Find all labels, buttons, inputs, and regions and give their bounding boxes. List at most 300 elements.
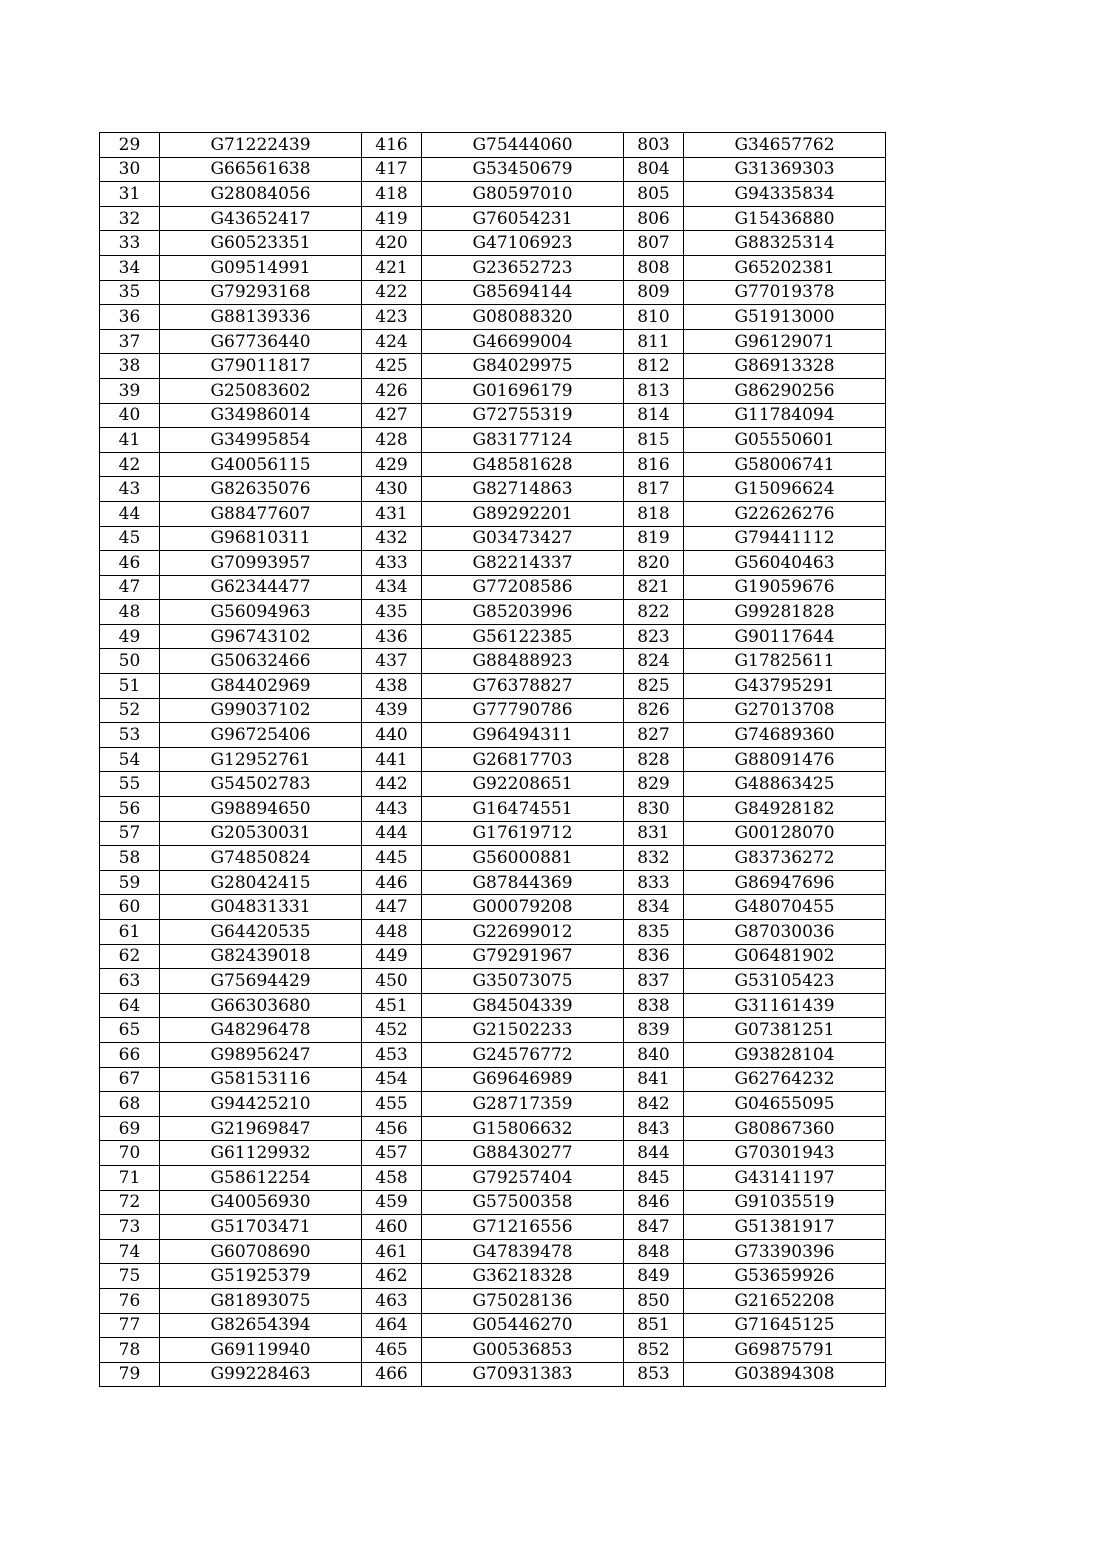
code-cell: G58006741 bbox=[684, 452, 886, 477]
code-cell: G34986014 bbox=[160, 403, 362, 428]
code-cell: G04831331 bbox=[160, 895, 362, 920]
code-cell: G96725406 bbox=[160, 723, 362, 748]
code-cell: G65202381 bbox=[684, 255, 886, 280]
row-number-cell: 454 bbox=[362, 1067, 422, 1092]
code-cell: G82214337 bbox=[422, 551, 624, 576]
row-number-cell: 829 bbox=[624, 772, 684, 797]
row-number-cell: 809 bbox=[624, 280, 684, 305]
row-number-cell: 73 bbox=[100, 1215, 160, 1240]
row-number-cell: 835 bbox=[624, 920, 684, 945]
row-number-cell: 34 bbox=[100, 255, 160, 280]
row-number-cell: 813 bbox=[624, 378, 684, 403]
row-number-cell: 831 bbox=[624, 821, 684, 846]
code-cell: G43795291 bbox=[684, 674, 886, 699]
code-cell: G82654394 bbox=[160, 1313, 362, 1338]
code-cell: G21969847 bbox=[160, 1116, 362, 1141]
code-cell: G71216556 bbox=[422, 1215, 624, 1240]
row-number-cell: 823 bbox=[624, 624, 684, 649]
row-number-cell: 423 bbox=[362, 305, 422, 330]
code-cell: G51925379 bbox=[160, 1264, 362, 1289]
row-number-cell: 33 bbox=[100, 231, 160, 256]
table-body bbox=[100, 133, 886, 1387]
code-cell: G85694144 bbox=[422, 280, 624, 305]
row-number-cell: 815 bbox=[624, 428, 684, 453]
code-cell: G31161439 bbox=[684, 993, 886, 1018]
row-number-cell: 811 bbox=[624, 329, 684, 354]
row-number-cell: 32 bbox=[100, 206, 160, 231]
row-number-cell: 420 bbox=[362, 231, 422, 256]
code-cell: G89292201 bbox=[422, 501, 624, 526]
code-cell: G21652208 bbox=[684, 1288, 886, 1313]
row-number-cell: 834 bbox=[624, 895, 684, 920]
table-row bbox=[100, 428, 886, 453]
row-number-cell: 51 bbox=[100, 674, 160, 699]
code-cell: G56000881 bbox=[422, 846, 624, 871]
code-cell: G98894650 bbox=[160, 797, 362, 822]
code-cell: G84928182 bbox=[684, 797, 886, 822]
table-row bbox=[100, 280, 886, 305]
row-number-cell: 74 bbox=[100, 1239, 160, 1264]
row-number-cell: 446 bbox=[362, 870, 422, 895]
table-row bbox=[100, 501, 886, 526]
row-number-cell: 416 bbox=[362, 133, 422, 158]
row-number-cell: 422 bbox=[362, 280, 422, 305]
table-row bbox=[100, 1018, 886, 1043]
row-number-cell: 818 bbox=[624, 501, 684, 526]
table-row bbox=[100, 231, 886, 256]
code-cell: G99228463 bbox=[160, 1362, 362, 1387]
code-cell: G64420535 bbox=[160, 920, 362, 945]
code-cell: G19059676 bbox=[684, 575, 886, 600]
code-cell: G15436880 bbox=[684, 206, 886, 231]
code-cell: G91035519 bbox=[684, 1190, 886, 1215]
row-number-cell: 46 bbox=[100, 551, 160, 576]
row-number-cell: 67 bbox=[100, 1067, 160, 1092]
table-row bbox=[100, 698, 886, 723]
code-cell: G77019378 bbox=[684, 280, 886, 305]
row-number-cell: 58 bbox=[100, 846, 160, 871]
row-number-cell: 841 bbox=[624, 1067, 684, 1092]
code-cell: G20530031 bbox=[160, 821, 362, 846]
row-number-cell: 843 bbox=[624, 1116, 684, 1141]
code-cell: G74850824 bbox=[160, 846, 362, 871]
row-number-cell: 836 bbox=[624, 944, 684, 969]
code-cell: G53450679 bbox=[422, 157, 624, 182]
code-cell: G83177124 bbox=[422, 428, 624, 453]
row-number-cell: 464 bbox=[362, 1313, 422, 1338]
code-cell: G90117644 bbox=[684, 624, 886, 649]
row-number-cell: 75 bbox=[100, 1264, 160, 1289]
code-cell: G12952761 bbox=[160, 747, 362, 772]
code-cell: G22699012 bbox=[422, 920, 624, 945]
row-number-cell: 845 bbox=[624, 1165, 684, 1190]
row-number-cell: 447 bbox=[362, 895, 422, 920]
row-number-cell: 39 bbox=[100, 378, 160, 403]
code-cell: G69119940 bbox=[160, 1338, 362, 1363]
code-cell: G17619712 bbox=[422, 821, 624, 846]
code-cell: G70931383 bbox=[422, 1362, 624, 1387]
row-number-cell: 417 bbox=[362, 157, 422, 182]
row-number-cell: 457 bbox=[362, 1141, 422, 1166]
code-cell: G86913328 bbox=[684, 354, 886, 379]
row-number-cell: 830 bbox=[624, 797, 684, 822]
code-cell: G35073075 bbox=[422, 969, 624, 994]
row-number-cell: 41 bbox=[100, 428, 160, 453]
table-row bbox=[100, 747, 886, 772]
row-number-cell: 803 bbox=[624, 133, 684, 158]
code-cell: G86947696 bbox=[684, 870, 886, 895]
row-number-cell: 418 bbox=[362, 182, 422, 207]
row-number-cell: 458 bbox=[362, 1165, 422, 1190]
code-cell: G21502233 bbox=[422, 1018, 624, 1043]
row-number-cell: 456 bbox=[362, 1116, 422, 1141]
code-cell: G82635076 bbox=[160, 477, 362, 502]
row-number-cell: 840 bbox=[624, 1042, 684, 1067]
code-cell: G75444060 bbox=[422, 133, 624, 158]
code-cell: G51913000 bbox=[684, 305, 886, 330]
code-cell: G28084056 bbox=[160, 182, 362, 207]
table-row bbox=[100, 157, 886, 182]
code-cell: G05446270 bbox=[422, 1313, 624, 1338]
code-cell: G54502783 bbox=[160, 772, 362, 797]
row-number-cell: 69 bbox=[100, 1116, 160, 1141]
row-number-cell: 848 bbox=[624, 1239, 684, 1264]
row-number-cell: 440 bbox=[362, 723, 422, 748]
row-number-cell: 78 bbox=[100, 1338, 160, 1363]
row-number-cell: 44 bbox=[100, 501, 160, 526]
row-number-cell: 52 bbox=[100, 698, 160, 723]
code-cell: G05550601 bbox=[684, 428, 886, 453]
code-cell: G88091476 bbox=[684, 747, 886, 772]
code-cell: G70301943 bbox=[684, 1141, 886, 1166]
code-cell: G09514991 bbox=[160, 255, 362, 280]
code-cell: G58612254 bbox=[160, 1165, 362, 1190]
code-cell: G84504339 bbox=[422, 993, 624, 1018]
row-number-cell: 821 bbox=[624, 575, 684, 600]
code-cell: G56094963 bbox=[160, 600, 362, 625]
row-number-cell: 460 bbox=[362, 1215, 422, 1240]
row-number-cell: 436 bbox=[362, 624, 422, 649]
row-number-cell: 455 bbox=[362, 1092, 422, 1117]
code-cell: G15806632 bbox=[422, 1116, 624, 1141]
code-cell: G17825611 bbox=[684, 649, 886, 674]
code-cell: G22626276 bbox=[684, 501, 886, 526]
code-cell: G83736272 bbox=[684, 846, 886, 871]
row-number-cell: 820 bbox=[624, 551, 684, 576]
row-number-cell: 433 bbox=[362, 551, 422, 576]
row-number-cell: 437 bbox=[362, 649, 422, 674]
table-row bbox=[100, 305, 886, 330]
code-cell: G69646989 bbox=[422, 1067, 624, 1092]
code-cell: G48581628 bbox=[422, 452, 624, 477]
row-number-cell: 463 bbox=[362, 1288, 422, 1313]
table-row bbox=[100, 477, 886, 502]
code-cell: G87844369 bbox=[422, 870, 624, 895]
table-row bbox=[100, 969, 886, 994]
row-number-cell: 822 bbox=[624, 600, 684, 625]
table-row bbox=[100, 575, 886, 600]
code-cell: G01696179 bbox=[422, 378, 624, 403]
row-number-cell: 65 bbox=[100, 1018, 160, 1043]
code-cell: G79293168 bbox=[160, 280, 362, 305]
code-cell: G79441112 bbox=[684, 526, 886, 551]
code-cell: G04655095 bbox=[684, 1092, 886, 1117]
code-cell: G70993957 bbox=[160, 551, 362, 576]
code-cell: G84402969 bbox=[160, 674, 362, 699]
row-number-cell: 43 bbox=[100, 477, 160, 502]
code-cell: G71222439 bbox=[160, 133, 362, 158]
row-number-cell: 56 bbox=[100, 797, 160, 822]
row-number-cell: 808 bbox=[624, 255, 684, 280]
table-row bbox=[100, 133, 886, 158]
row-number-cell: 430 bbox=[362, 477, 422, 502]
row-number-cell: 805 bbox=[624, 182, 684, 207]
code-cell: G47839478 bbox=[422, 1239, 624, 1264]
row-number-cell: 427 bbox=[362, 403, 422, 428]
row-number-cell: 68 bbox=[100, 1092, 160, 1117]
row-number-cell: 844 bbox=[624, 1141, 684, 1166]
row-number-cell: 62 bbox=[100, 944, 160, 969]
row-number-cell: 61 bbox=[100, 920, 160, 945]
code-cell: G75028136 bbox=[422, 1288, 624, 1313]
row-number-cell: 419 bbox=[362, 206, 422, 231]
row-number-cell: 77 bbox=[100, 1313, 160, 1338]
code-cell: G98956247 bbox=[160, 1042, 362, 1067]
code-cell: G86290256 bbox=[684, 378, 886, 403]
row-number-cell: 852 bbox=[624, 1338, 684, 1363]
row-number-cell: 70 bbox=[100, 1141, 160, 1166]
code-cell: G57500358 bbox=[422, 1190, 624, 1215]
table-row bbox=[100, 993, 886, 1018]
code-cell: G51703471 bbox=[160, 1215, 362, 1240]
code-cell: G99281828 bbox=[684, 600, 886, 625]
row-number-cell: 64 bbox=[100, 993, 160, 1018]
row-number-cell: 465 bbox=[362, 1338, 422, 1363]
table-row bbox=[100, 182, 886, 207]
row-number-cell: 804 bbox=[624, 157, 684, 182]
table-row bbox=[100, 452, 886, 477]
table-row bbox=[100, 944, 886, 969]
code-cell: G69875791 bbox=[684, 1338, 886, 1363]
row-number-cell: 833 bbox=[624, 870, 684, 895]
code-cell: G79257404 bbox=[422, 1165, 624, 1190]
row-number-cell: 421 bbox=[362, 255, 422, 280]
row-number-cell: 45 bbox=[100, 526, 160, 551]
row-number-cell: 48 bbox=[100, 600, 160, 625]
code-cell: G25083602 bbox=[160, 378, 362, 403]
table-row bbox=[100, 674, 886, 699]
row-number-cell: 441 bbox=[362, 747, 422, 772]
code-cell: G84029975 bbox=[422, 354, 624, 379]
table-row bbox=[100, 723, 886, 748]
code-cell: G87030036 bbox=[684, 920, 886, 945]
row-number-cell: 36 bbox=[100, 305, 160, 330]
code-cell: G34657762 bbox=[684, 133, 886, 158]
table-row bbox=[100, 1313, 886, 1338]
code-cell: G58153116 bbox=[160, 1067, 362, 1092]
code-list-table bbox=[99, 132, 886, 1387]
code-cell: G74689360 bbox=[684, 723, 886, 748]
code-cell: G77208586 bbox=[422, 575, 624, 600]
code-cell: G76378827 bbox=[422, 674, 624, 699]
row-number-cell: 429 bbox=[362, 452, 422, 477]
code-cell: G93828104 bbox=[684, 1042, 886, 1067]
code-cell: G40056115 bbox=[160, 452, 362, 477]
code-cell: G88325314 bbox=[684, 231, 886, 256]
code-cell: G43141197 bbox=[684, 1165, 886, 1190]
row-number-cell: 816 bbox=[624, 452, 684, 477]
code-cell: G60523351 bbox=[160, 231, 362, 256]
row-number-cell: 810 bbox=[624, 305, 684, 330]
row-number-cell: 838 bbox=[624, 993, 684, 1018]
code-cell: G88477607 bbox=[160, 501, 362, 526]
row-number-cell: 832 bbox=[624, 846, 684, 871]
code-cell: G67736440 bbox=[160, 329, 362, 354]
row-number-cell: 445 bbox=[362, 846, 422, 871]
row-number-cell: 827 bbox=[624, 723, 684, 748]
row-number-cell: 442 bbox=[362, 772, 422, 797]
code-cell: G36218328 bbox=[422, 1264, 624, 1289]
row-number-cell: 426 bbox=[362, 378, 422, 403]
row-number-cell: 849 bbox=[624, 1264, 684, 1289]
row-number-cell: 837 bbox=[624, 969, 684, 994]
row-number-cell: 850 bbox=[624, 1288, 684, 1313]
row-number-cell: 47 bbox=[100, 575, 160, 600]
code-cell: G62344477 bbox=[160, 575, 362, 600]
code-cell: G23652723 bbox=[422, 255, 624, 280]
row-number-cell: 825 bbox=[624, 674, 684, 699]
row-number-cell: 31 bbox=[100, 182, 160, 207]
code-cell: G62764232 bbox=[684, 1067, 886, 1092]
row-number-cell: 42 bbox=[100, 452, 160, 477]
table-row bbox=[100, 1215, 886, 1240]
code-cell: G48070455 bbox=[684, 895, 886, 920]
table-row bbox=[100, 1165, 886, 1190]
row-number-cell: 53 bbox=[100, 723, 160, 748]
code-cell: G96810311 bbox=[160, 526, 362, 551]
row-number-cell: 448 bbox=[362, 920, 422, 945]
code-cell: G53659926 bbox=[684, 1264, 886, 1289]
code-cell: G71645125 bbox=[684, 1313, 886, 1338]
code-cell: G43652417 bbox=[160, 206, 362, 231]
code-cell: G48296478 bbox=[160, 1018, 362, 1043]
code-cell: G73390396 bbox=[684, 1239, 886, 1264]
code-cell: G00079208 bbox=[422, 895, 624, 920]
code-cell: G99037102 bbox=[160, 698, 362, 723]
code-cell: G53105423 bbox=[684, 969, 886, 994]
row-number-cell: 462 bbox=[362, 1264, 422, 1289]
code-cell: G06481902 bbox=[684, 944, 886, 969]
table-row bbox=[100, 403, 886, 428]
row-number-cell: 425 bbox=[362, 354, 422, 379]
code-cell: G48863425 bbox=[684, 772, 886, 797]
row-number-cell: 66 bbox=[100, 1042, 160, 1067]
code-cell: G03894308 bbox=[684, 1362, 886, 1387]
row-number-cell: 839 bbox=[624, 1018, 684, 1043]
table-row bbox=[100, 329, 886, 354]
code-cell: G85203996 bbox=[422, 600, 624, 625]
code-cell: G28042415 bbox=[160, 870, 362, 895]
row-number-cell: 428 bbox=[362, 428, 422, 453]
row-number-cell: 812 bbox=[624, 354, 684, 379]
code-cell: G26817703 bbox=[422, 747, 624, 772]
table-row bbox=[100, 797, 886, 822]
table-row bbox=[100, 1362, 886, 1387]
row-number-cell: 846 bbox=[624, 1190, 684, 1215]
code-cell: G82439018 bbox=[160, 944, 362, 969]
row-number-cell: 459 bbox=[362, 1190, 422, 1215]
row-number-cell: 30 bbox=[100, 157, 160, 182]
code-cell: G56122385 bbox=[422, 624, 624, 649]
row-number-cell: 466 bbox=[362, 1362, 422, 1387]
table-row bbox=[100, 1190, 886, 1215]
table-row bbox=[100, 846, 886, 871]
row-number-cell: 853 bbox=[624, 1362, 684, 1387]
code-cell: G50632466 bbox=[160, 649, 362, 674]
code-cell: G80597010 bbox=[422, 182, 624, 207]
row-number-cell: 451 bbox=[362, 993, 422, 1018]
code-cell: G51381917 bbox=[684, 1215, 886, 1240]
code-cell: G34995854 bbox=[160, 428, 362, 453]
code-cell: G81893075 bbox=[160, 1288, 362, 1313]
row-number-cell: 49 bbox=[100, 624, 160, 649]
row-number-cell: 55 bbox=[100, 772, 160, 797]
row-number-cell: 59 bbox=[100, 870, 160, 895]
code-cell: G72755319 bbox=[422, 403, 624, 428]
row-number-cell: 443 bbox=[362, 797, 422, 822]
row-number-cell: 35 bbox=[100, 280, 160, 305]
table-row bbox=[100, 1116, 886, 1141]
table-row bbox=[100, 1239, 886, 1264]
row-number-cell: 806 bbox=[624, 206, 684, 231]
table-row bbox=[100, 1092, 886, 1117]
table-row bbox=[100, 1264, 886, 1289]
table-row bbox=[100, 1042, 886, 1067]
code-cell: G96494311 bbox=[422, 723, 624, 748]
table-row bbox=[100, 354, 886, 379]
row-number-cell: 807 bbox=[624, 231, 684, 256]
row-number-cell: 450 bbox=[362, 969, 422, 994]
row-number-cell: 29 bbox=[100, 133, 160, 158]
code-cell: G46699004 bbox=[422, 329, 624, 354]
code-cell: G88139336 bbox=[160, 305, 362, 330]
code-cell: G79011817 bbox=[160, 354, 362, 379]
row-number-cell: 828 bbox=[624, 747, 684, 772]
code-cell: G88430277 bbox=[422, 1141, 624, 1166]
row-number-cell: 63 bbox=[100, 969, 160, 994]
row-number-cell: 60 bbox=[100, 895, 160, 920]
code-cell: G94335834 bbox=[684, 182, 886, 207]
row-number-cell: 40 bbox=[100, 403, 160, 428]
code-cell: G94425210 bbox=[160, 1092, 362, 1117]
row-number-cell: 851 bbox=[624, 1313, 684, 1338]
table-row bbox=[100, 895, 886, 920]
code-cell: G28717359 bbox=[422, 1092, 624, 1117]
code-cell: G60708690 bbox=[160, 1239, 362, 1264]
table-row bbox=[100, 920, 886, 945]
row-number-cell: 54 bbox=[100, 747, 160, 772]
table-row bbox=[100, 821, 886, 846]
code-cell: G82714863 bbox=[422, 477, 624, 502]
row-number-cell: 79 bbox=[100, 1362, 160, 1387]
row-number-cell: 842 bbox=[624, 1092, 684, 1117]
row-number-cell: 461 bbox=[362, 1239, 422, 1264]
code-cell: G77790786 bbox=[422, 698, 624, 723]
table-row bbox=[100, 206, 886, 231]
code-cell: G79291967 bbox=[422, 944, 624, 969]
code-cell: G80867360 bbox=[684, 1116, 886, 1141]
row-number-cell: 50 bbox=[100, 649, 160, 674]
